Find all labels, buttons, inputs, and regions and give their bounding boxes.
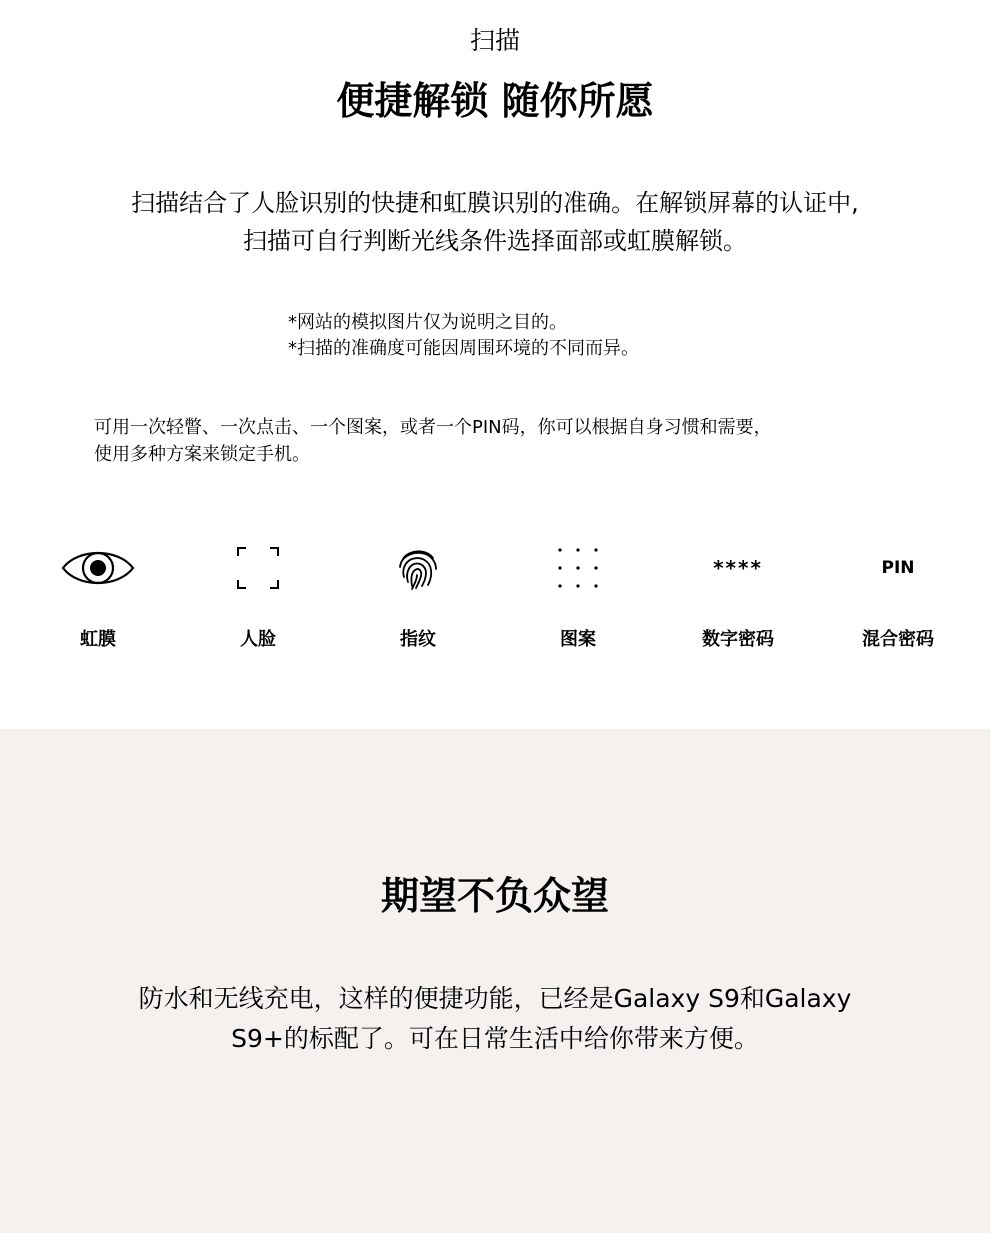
pin-stars-icon (658, 536, 818, 600)
unlock-options-text (94, 414, 914, 468)
method-label: 数字密码 (702, 629, 774, 650)
options-line: 可用一次轻瞥、一次点击、一个图案，或者一个PIN码，你可以根据自身习惯和需要， (94, 417, 772, 438)
method-label: 混合密码 (862, 629, 934, 650)
unlock-methods (18, 536, 978, 666)
pin-text-glyph: PIN (881, 558, 915, 578)
description-line: 扫描结合了人脸识别的快捷和虹膜识别的准确。在解锁屏幕的认证中, (131, 189, 859, 217)
section-headline: 期望不负众望 (380, 874, 609, 918)
method-pin (658, 536, 818, 666)
eye-icon (18, 536, 178, 600)
method-label: 人脸 (240, 629, 276, 650)
options-line: 使用多种方案来锁定手机。 (94, 444, 310, 465)
description-line: S9+的标配了。可在日常生活中给你带来方便。 (231, 1024, 759, 1053)
method-iris (18, 536, 178, 666)
method-pattern (498, 536, 658, 666)
disclaimers (288, 310, 848, 362)
description-line: 防水和无线充电，这样的便捷功能，已经是Galaxy S9和Galaxy (138, 984, 852, 1013)
section-headline: 便捷解锁 随你所愿 (336, 79, 654, 123)
disclaimer-text: *网站的模拟图片仅为说明之目的。 (288, 312, 567, 333)
method-label: 虹膜 (80, 629, 116, 650)
description-line: 扫描可自行判断光线条件选择面部或虹膜解锁。 (243, 227, 747, 255)
method-face (178, 536, 338, 666)
method-label: 图案 (560, 629, 596, 650)
section-description (60, 184, 930, 260)
fingerprint-icon (338, 536, 498, 600)
method-label: 指纹 (400, 629, 436, 650)
method-password (818, 536, 978, 666)
water-wireless-section (0, 729, 990, 1233)
pin-text-icon (818, 536, 978, 600)
section-eyebrow: 扫描 (469, 26, 520, 55)
pattern-icon (498, 536, 658, 600)
pin-stars-glyph: **** (713, 556, 763, 580)
section-description (110, 979, 880, 1059)
face-scan-icon (178, 536, 338, 600)
page-bottom-strip (0, 1233, 990, 1256)
method-fingerprint (338, 536, 498, 666)
disclaimer-text: *扫描的准确度可能因周围环境的不同而异。 (288, 338, 639, 359)
